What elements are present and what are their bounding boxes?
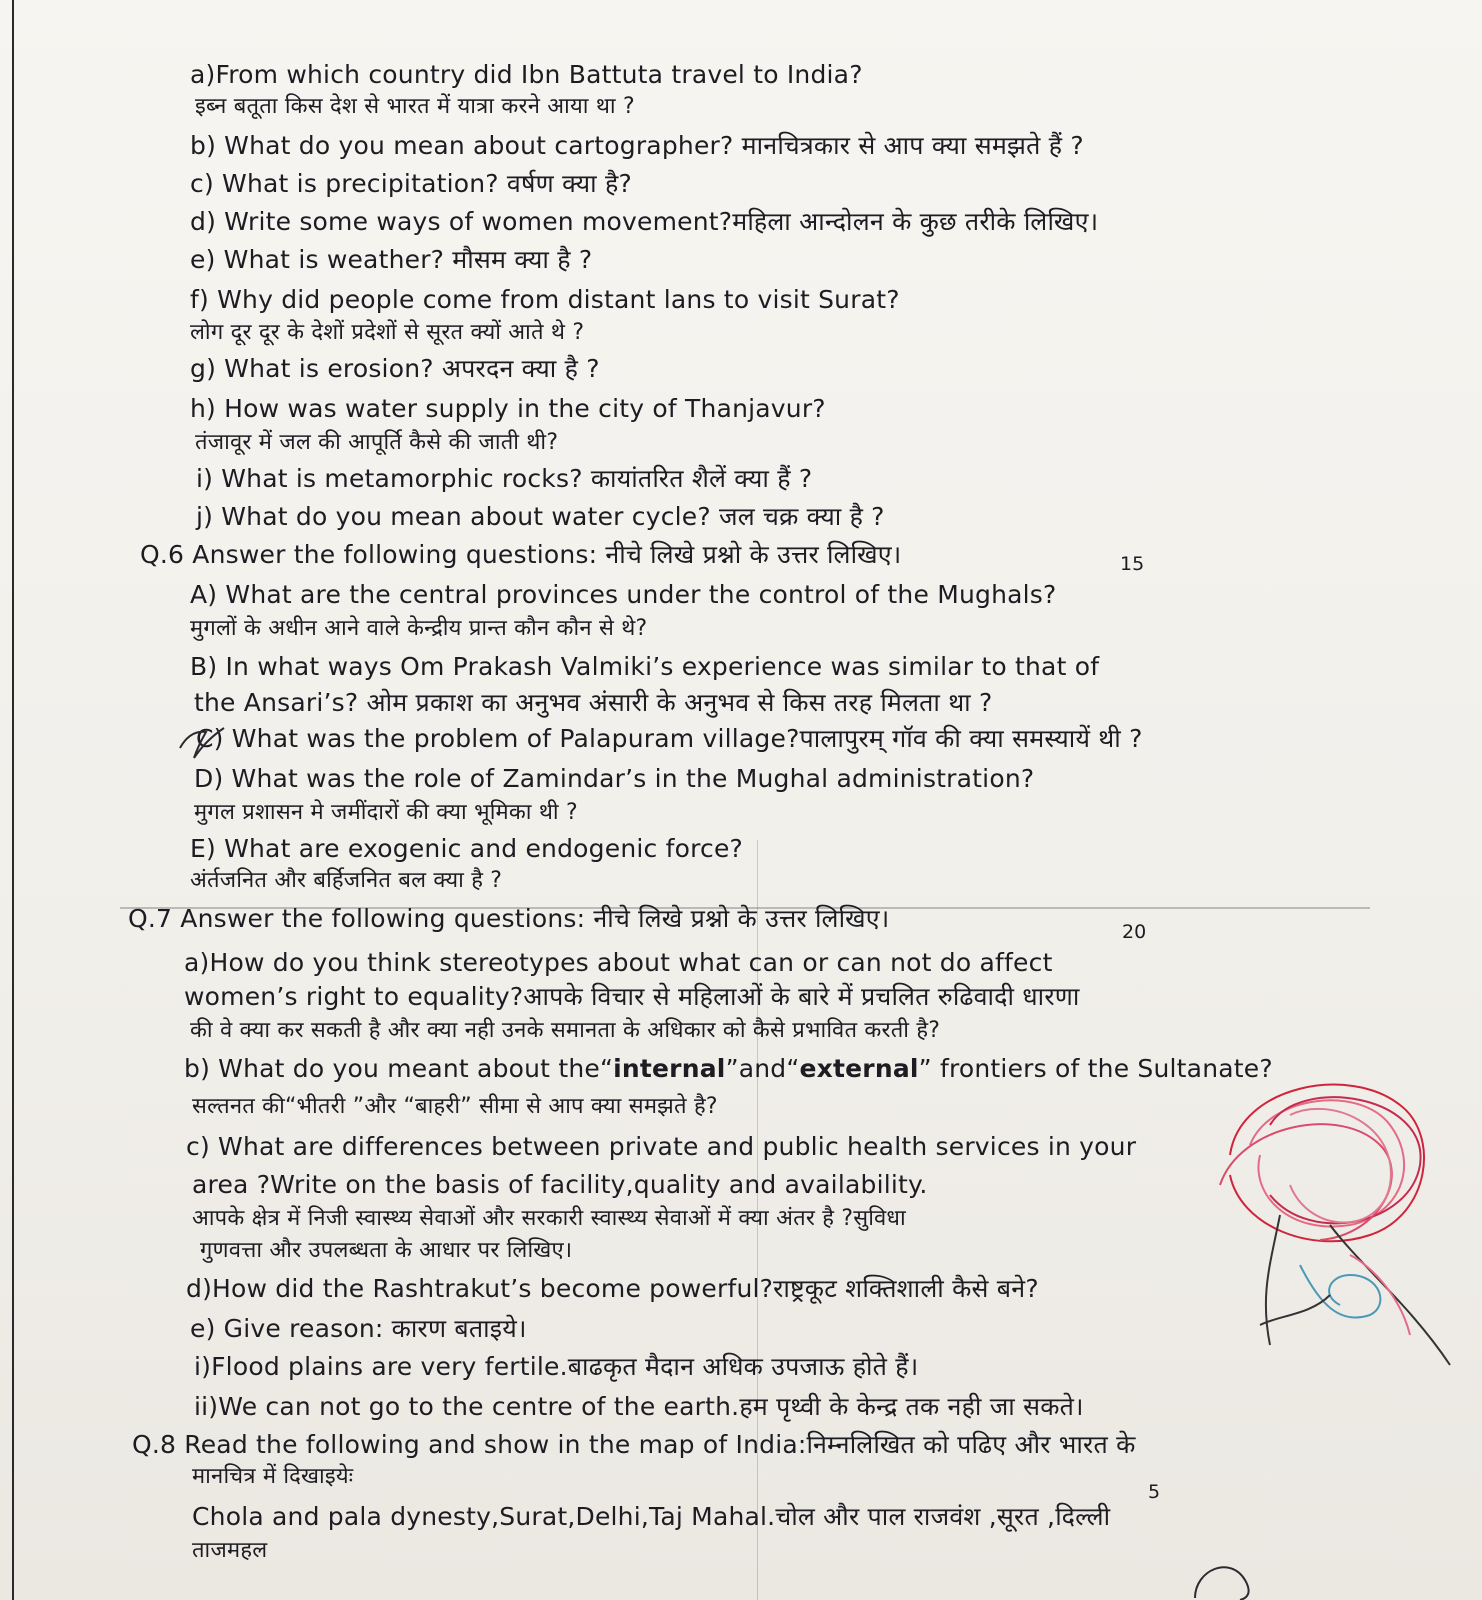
- q6-b-en2: the Ansari’s? ओम प्रकाश का अनुभव अंसारी के अनुभव से किस तरह मिलता था ?: [194, 688, 993, 717]
- q7-a-line3: की वे क्या कर सकती है और क्या नही उनके समानता के अधिकार को कैसे प्रभावित करती है?: [190, 1018, 941, 1043]
- q8-items2: ताजमहल: [192, 1538, 268, 1563]
- q5-c: c) What is precipitation? वर्षण क्या है?: [190, 169, 632, 198]
- q5-b: b) What do you mean about cartographer? मानचित्रकार से आप क्या समझते हैं ?: [190, 131, 1084, 160]
- q5-f-en: f) Why did people come from distant lans to visit Surat?: [190, 285, 900, 314]
- q6-d-en: D) What was the role of Zamindar’s in the Mughal administration?: [194, 764, 1035, 793]
- q5-a-hi: इब्न बतूता किस देश से भारत में यात्रा करने आया था ?: [195, 94, 635, 119]
- q8-marks: 5: [1148, 1481, 1161, 1503]
- q7-c-line2: area ?Write on the basis of facility,quality and availability.: [192, 1170, 928, 1199]
- q6-heading: Q.6 Answer the following questions: नीचे लिखे प्रश्नो के उत्तर लिखिए।: [140, 540, 902, 569]
- q5-a-en: a)From which country did Ibn Battuta travel to India?: [190, 60, 863, 89]
- q7-b-hi: सल्तनत की“भीतरी ”और “बाहरी” सीमा से आप क्या समझते है?: [192, 1094, 718, 1119]
- q7-heading: Q.7 Answer the following questions: नीचे लिखे प्रश्नो के उत्तर लिखिए।: [128, 904, 890, 933]
- q5-h-hi: तंजावूर में जल की आपूर्ति कैसे की जाती थी?: [195, 430, 559, 455]
- q7-b-internal: internal: [613, 1054, 726, 1083]
- q7-b-post: ” frontiers of the Sultanate?: [918, 1054, 1273, 1083]
- q7-c-line1: c) What are differences between private and public health services in your: [186, 1132, 1137, 1161]
- binding-edge: [12, 0, 14, 1600]
- q8-heading: Q.8 Read the following and show in the map of India:निम्नलिखित को पढिए और भारत के: [132, 1430, 1136, 1459]
- q5-e: e) What is weather? मौसम क्या है ?: [190, 245, 593, 274]
- q5-i: i) What is metamorphic rocks? कायांतरित शैलें क्या हैं ?: [196, 464, 813, 493]
- q7-b-pre: b) What do you meant about the“: [184, 1054, 614, 1083]
- q7-c-line4: गुणवत्ता और उपलब्धता के आधार पर लिखिए।: [200, 1238, 573, 1263]
- q6-marks: 15: [1120, 553, 1145, 575]
- q7-b-mid: ”and“: [725, 1054, 800, 1083]
- q6-e-en: E) What are exogenic and endogenic force?: [190, 834, 744, 863]
- q7-c-line3: आपके क्षेत्र में निजी स्वास्थ्य सेवाओं और सरकारी स्वास्थ्य सेवाओं में क्या अंतर है ?सुविधा: [192, 1206, 906, 1231]
- scribble-doodle: [1200, 1065, 1460, 1395]
- q7-e-ii: ii)We can not go to the centre of the earth.हम पृथ्वी के केन्द्र तक नही जा सकते।: [194, 1392, 1084, 1421]
- q6-d-hi: मुगल प्रशासन मे जमींदारों की क्या भूमिका थी ?: [194, 800, 578, 825]
- q5-d: d) Write some ways of women movement?महिला आन्दोलन के कुछ तरीके लिखिए।: [190, 207, 1099, 236]
- q7-a-line2: women’s right to equality?आपके विचार से महिलाओं के बारे में प्रचलित रुढिवादी धारणा: [184, 982, 1080, 1011]
- tick-mark-icon: [176, 726, 228, 762]
- q8-items: Chola and pala dynesty,Surat,Delhi,Taj Mahal.चोल और पाल राजवंश ,सूरत ,दिल्ली: [192, 1502, 1111, 1531]
- q6-c: C) What was the problem of Palapuram village?पालापुरम् गॉव की क्या समस्यायें थी ?: [196, 724, 1143, 753]
- q7-e: e) Give reason: कारण बताइये।: [190, 1314, 527, 1343]
- q5-g: g) What is erosion? अपरदन क्या है ?: [190, 354, 600, 383]
- q5-j: j) What do you mean about water cycle? जल चक्र क्या है ?: [196, 502, 885, 531]
- q8-heading2: मानचित्र में दिखाइयेः: [192, 1464, 354, 1489]
- q6-a-hi: मुगलों के अधीन आने वाले केन्द्रीय प्रान्त कौन कौन से थे?: [190, 616, 648, 641]
- q6-b-en: B) In what ways Om Prakash Valmiki’s experience was similar to that of: [190, 652, 1100, 681]
- q7-b-en: [184, 1052, 1273, 1086]
- q7-e-i: i)Flood plains are very fertile.बाढकृत मैदान अधिक उपजाऊ होते हैं।: [194, 1352, 919, 1381]
- q7-d: d)How did the Rashtrakut’s become powerful?राष्ट्रकूट शक्तिशाली कैसे बने?: [186, 1274, 1039, 1303]
- q5-h-en: h) How was water supply in the city of Thanjavur?: [190, 394, 826, 423]
- q5-f-hi: लोग दूर दूर के देशों प्रदेशों से सूरत क्यों आते थे ?: [190, 320, 585, 345]
- q7-b-external: external: [799, 1054, 919, 1083]
- q7-marks: 20: [1122, 921, 1147, 943]
- q7-a-line1: a)How do you think stereotypes about what can or can not do affect: [184, 948, 1053, 977]
- q6-e-hi: अंर्तजनित और बर्हिजनित बल क्या है ?: [190, 868, 503, 893]
- q6-a-en: A) What are the central provinces under the control of the Mughals?: [190, 580, 1057, 609]
- corner-scribble: [1190, 1560, 1270, 1600]
